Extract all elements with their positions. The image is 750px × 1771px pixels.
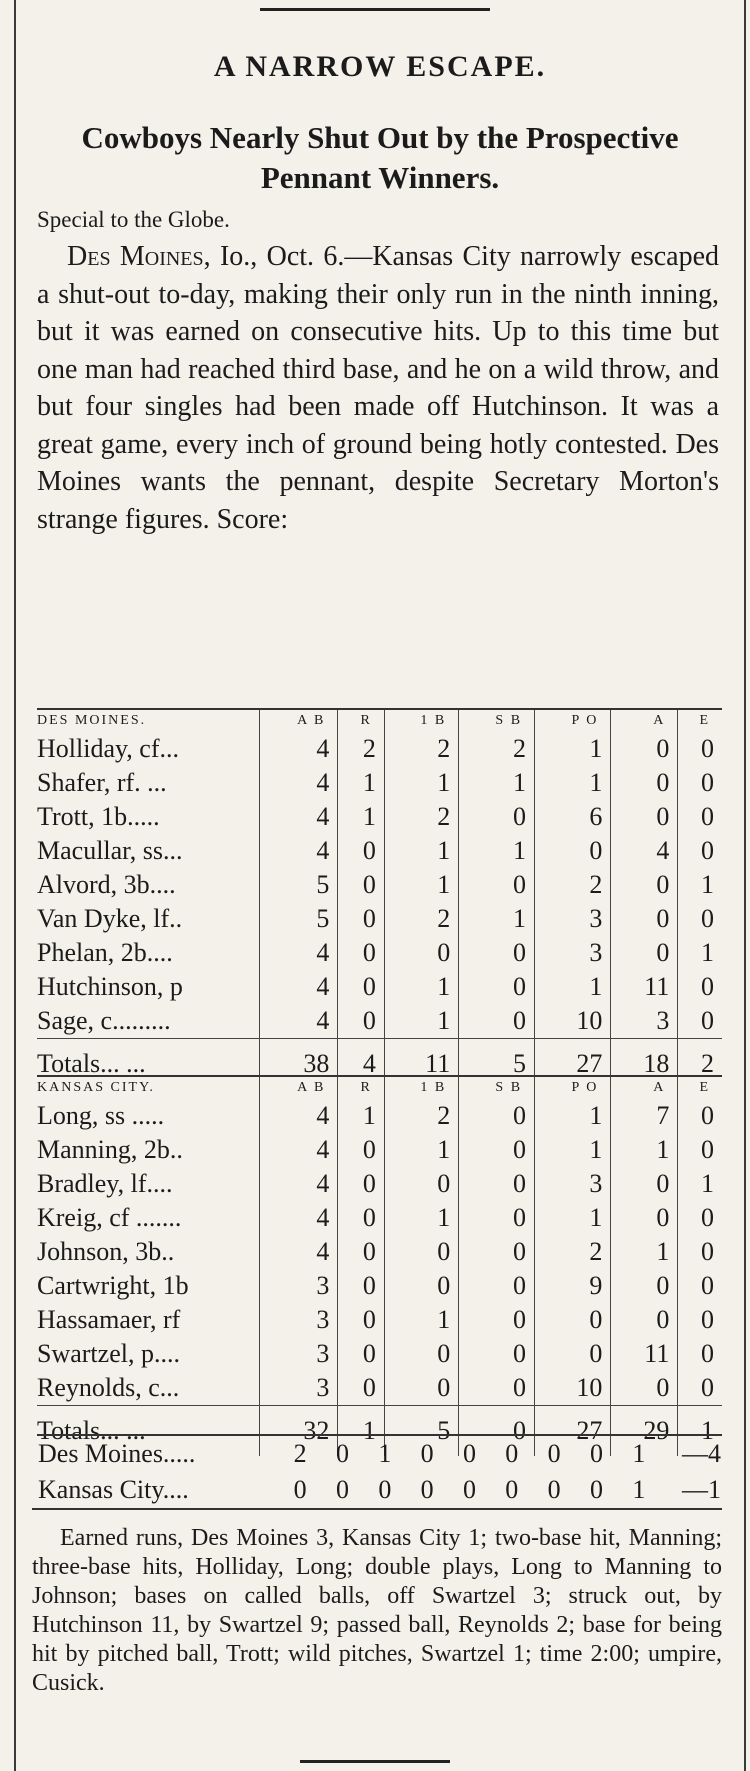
inning-runs: 0 bbox=[420, 1439, 434, 1468]
player-name: Cartwright, 1b bbox=[37, 1271, 189, 1300]
stat-a: 1 bbox=[611, 1235, 678, 1269]
stat-e: 0 bbox=[678, 902, 722, 936]
stat-b1: 0 bbox=[384, 1269, 458, 1303]
stat-ab: 4 bbox=[259, 1201, 338, 1235]
stat-e: 0 bbox=[678, 1235, 722, 1269]
stat-b1: 1 bbox=[384, 868, 458, 902]
inning-runs: 0 bbox=[335, 1475, 349, 1504]
stat-r: 0 bbox=[338, 1235, 385, 1269]
stat-po: 1 bbox=[535, 1133, 611, 1167]
stat-sb: 0 bbox=[459, 1004, 535, 1039]
inning-runs: 0 bbox=[420, 1475, 434, 1504]
stat-a: 0 bbox=[611, 800, 678, 834]
column-header: R bbox=[338, 1076, 385, 1099]
player-row bbox=[37, 1167, 722, 1201]
stat-po: 1 bbox=[535, 1099, 611, 1133]
column-header: A B bbox=[259, 1076, 338, 1099]
stat-sb: 0 bbox=[459, 800, 535, 834]
player-name: Holliday, cf... bbox=[37, 734, 179, 763]
inning-runs: 0 bbox=[505, 1475, 519, 1504]
stat-ab: 5 bbox=[259, 902, 338, 936]
linescore-row bbox=[37, 1435, 722, 1472]
stat-r: 0 bbox=[338, 1133, 385, 1167]
stat-a: 3 bbox=[611, 1004, 678, 1039]
column-header: 1 B bbox=[384, 709, 458, 732]
player-row bbox=[37, 1099, 722, 1133]
inning-runs: 0 bbox=[547, 1439, 561, 1468]
player-name: Hassamaer, rf bbox=[37, 1305, 181, 1334]
stat-po: 0 bbox=[535, 1303, 611, 1337]
stat-b1: 2 bbox=[384, 902, 458, 936]
player-row bbox=[37, 1269, 722, 1303]
inning-runs: 0 bbox=[589, 1475, 603, 1504]
stat-a: 11 bbox=[611, 1337, 678, 1371]
inning-runs: 0 bbox=[505, 1439, 519, 1468]
stat-e: 1 bbox=[678, 936, 722, 970]
player-row bbox=[37, 1235, 722, 1269]
stat-ab: 4 bbox=[259, 800, 338, 834]
stat-po: 1 bbox=[535, 1201, 611, 1235]
final-score: —1 bbox=[682, 1475, 721, 1504]
player-name: Shafer, rf. ... bbox=[37, 768, 167, 797]
column-header: R bbox=[338, 709, 385, 732]
stat-a: 0 bbox=[611, 936, 678, 970]
stat-b1: 1 bbox=[384, 970, 458, 1004]
stat-b1: 1 bbox=[384, 1133, 458, 1167]
stat-sb: 0 bbox=[459, 970, 535, 1004]
stat-a: 0 bbox=[611, 732, 678, 766]
player-name: Reynolds, c... bbox=[37, 1373, 180, 1402]
player-name: Kreig, cf ....... bbox=[37, 1203, 182, 1232]
lede-body: Io., Oct. 6.—Kansas City narrowly escaped a shut-out to-day, making their only run in the ninth inning, but it was earned on consecutive hits. Up to this time but one man had reached third base, and he on a wild throw, and but four singles had been made off Hutchinson. It was a great game, every inch of ground being hotly contested. Des Moines wants the pennant, despite Secretary Morton's strange figures. Score: bbox=[37, 241, 720, 535]
subheadline: Cowboys Nearly Shut Out by the Prospective Pennant Winners. bbox=[81, 120, 679, 195]
stat-b1: 0 bbox=[384, 1337, 458, 1371]
box-score-kansas-city bbox=[37, 1075, 722, 1456]
stat-a: 11 bbox=[611, 970, 678, 1004]
stat-ab: 4 bbox=[259, 766, 338, 800]
stat-ab: 4 bbox=[259, 732, 338, 766]
stat-r: 0 bbox=[338, 1337, 385, 1371]
stat-b1: 2 bbox=[384, 732, 458, 766]
totals-label: Totals... ... bbox=[37, 1039, 259, 1090]
stat-e: 0 bbox=[678, 1337, 722, 1371]
stat-r: 0 bbox=[338, 1167, 385, 1201]
stat-po: 9 bbox=[535, 1269, 611, 1303]
total-r: 4 bbox=[338, 1039, 385, 1090]
stat-r: 2 bbox=[338, 732, 385, 766]
stat-b1: 1 bbox=[384, 766, 458, 800]
stat-po: 1 bbox=[535, 732, 611, 766]
stat-ab: 4 bbox=[259, 1004, 338, 1039]
stat-ab: 3 bbox=[259, 1371, 338, 1406]
stat-ab: 4 bbox=[259, 1099, 338, 1133]
stat-ab: 4 bbox=[259, 834, 338, 868]
stat-b1: 1 bbox=[384, 1201, 458, 1235]
stat-b1: 0 bbox=[384, 1167, 458, 1201]
inning-runs: 1 bbox=[632, 1439, 646, 1468]
stat-po: 1 bbox=[535, 766, 611, 800]
stat-sb: 0 bbox=[459, 1269, 535, 1303]
stat-sb: 0 bbox=[459, 1167, 535, 1201]
stat-e: 0 bbox=[678, 766, 722, 800]
stat-a: 0 bbox=[611, 766, 678, 800]
inning-runs: 0 bbox=[462, 1475, 476, 1504]
inning-runs: 0 bbox=[293, 1475, 307, 1504]
inning-runs: 1 bbox=[632, 1475, 646, 1504]
game-summary: Earned runs, Des Moines 3, Kansas City 1; two-base hit, Manning; three-base hits, Holliday, Long; double plays, Long to Manning to Johnson; bases on called balls, off Swartzel 3; struck out, by Hutchinson 11, by Swartzel 9; passed ball, Reynolds 2; base for being hit by pitched ball, Trott; wild pitches, Swartzel 1; time 2:00; umpire, Cusick. bbox=[32, 1508, 722, 1698]
stat-po: 3 bbox=[535, 1167, 611, 1201]
player-name: Swartzel, p.... bbox=[37, 1339, 180, 1368]
stat-sb: 0 bbox=[459, 868, 535, 902]
column-header: 1 B bbox=[384, 1076, 458, 1099]
column-header: A B bbox=[259, 709, 338, 732]
total-sb: 0 bbox=[459, 1406, 535, 1457]
stat-r: 0 bbox=[338, 936, 385, 970]
stat-sb: 0 bbox=[459, 1133, 535, 1167]
player-name: Sage, c......... bbox=[37, 1006, 171, 1035]
stat-a: 1 bbox=[611, 1133, 678, 1167]
column-header: P O bbox=[535, 709, 611, 732]
player-row bbox=[37, 1201, 722, 1235]
total-r: 1 bbox=[338, 1406, 385, 1457]
player-name: Macullar, ss... bbox=[37, 836, 183, 865]
stat-r: 0 bbox=[338, 868, 385, 902]
total-sb: 5 bbox=[459, 1039, 535, 1090]
player-row bbox=[37, 902, 722, 936]
player-name: Johnson, 3b.. bbox=[37, 1237, 175, 1266]
stat-po: 3 bbox=[535, 902, 611, 936]
stat-r: 1 bbox=[338, 766, 385, 800]
column-rule-left bbox=[14, 0, 16, 1771]
player-row bbox=[37, 868, 722, 902]
team-label: DES MOINES. bbox=[37, 713, 147, 728]
stat-r: 0 bbox=[338, 1303, 385, 1337]
inning-runs: 2 bbox=[293, 1439, 307, 1468]
stat-e: 0 bbox=[678, 970, 722, 1004]
stat-po: 0 bbox=[535, 834, 611, 868]
stat-sb: 1 bbox=[459, 834, 535, 868]
stat-ab: 5 bbox=[259, 868, 338, 902]
column-rule-right bbox=[744, 0, 746, 1771]
stat-e: 0 bbox=[678, 1269, 722, 1303]
column-header: E bbox=[678, 1076, 722, 1099]
stat-po: 3 bbox=[535, 936, 611, 970]
inning-runs: 1 bbox=[378, 1439, 392, 1468]
player-name: Bradley, lf.... bbox=[37, 1169, 173, 1198]
stat-e: 1 bbox=[678, 868, 722, 902]
stat-b1: 2 bbox=[384, 800, 458, 834]
final-score: —4 bbox=[682, 1439, 721, 1468]
total-ab: 32 bbox=[259, 1406, 338, 1457]
inning-runs: 0 bbox=[589, 1439, 603, 1468]
player-row bbox=[37, 1337, 722, 1371]
stat-a: 0 bbox=[611, 1167, 678, 1201]
stat-e: 0 bbox=[678, 1201, 722, 1235]
player-name: Manning, 2b.. bbox=[37, 1135, 183, 1164]
column-header: P O bbox=[535, 1076, 611, 1099]
box-header-row bbox=[37, 1076, 722, 1099]
player-name: Van Dyke, lf.. bbox=[37, 904, 183, 933]
stat-sb: 0 bbox=[459, 1337, 535, 1371]
total-ab: 38 bbox=[259, 1039, 338, 1090]
stat-e: 0 bbox=[678, 732, 722, 766]
headline: A NARROW ESCAPE. bbox=[213, 50, 547, 83]
stat-po: 0 bbox=[535, 1337, 611, 1371]
player-row bbox=[37, 800, 722, 834]
stat-e: 0 bbox=[678, 834, 722, 868]
stat-b1: 2 bbox=[384, 1099, 458, 1133]
box-score-des-moines bbox=[37, 708, 722, 1089]
stat-a: 0 bbox=[611, 1303, 678, 1337]
column-header: A bbox=[611, 1076, 678, 1099]
stat-a: 0 bbox=[611, 902, 678, 936]
stat-b1: 1 bbox=[384, 1303, 458, 1337]
stat-e: 1 bbox=[678, 1167, 722, 1201]
stat-a: 7 bbox=[611, 1099, 678, 1133]
stat-b1: 0 bbox=[384, 936, 458, 970]
column-header: S B bbox=[459, 1076, 535, 1099]
stat-sb: 0 bbox=[459, 1303, 535, 1337]
player-row bbox=[37, 766, 722, 800]
stat-a: 4 bbox=[611, 834, 678, 868]
player-row bbox=[37, 1004, 722, 1039]
stat-sb: 0 bbox=[459, 1235, 535, 1269]
stat-po: 2 bbox=[535, 868, 611, 902]
player-name: Hutchinson, p bbox=[37, 972, 183, 1001]
stat-po: 10 bbox=[535, 1371, 611, 1406]
stat-r: 1 bbox=[338, 1099, 385, 1133]
linescore-row bbox=[37, 1472, 722, 1508]
top-rule bbox=[260, 8, 490, 11]
stat-sb: 0 bbox=[459, 1099, 535, 1133]
inning-runs: 0 bbox=[547, 1475, 561, 1504]
stat-e: 0 bbox=[678, 1133, 722, 1167]
stat-r: 0 bbox=[338, 1004, 385, 1039]
stat-b1: 0 bbox=[384, 1235, 458, 1269]
stat-r: 0 bbox=[338, 1371, 385, 1406]
total-e: 1 bbox=[678, 1406, 722, 1457]
stat-sb: 2 bbox=[459, 732, 535, 766]
stat-a: 0 bbox=[611, 1371, 678, 1406]
player-row bbox=[37, 1133, 722, 1167]
stat-r: 1 bbox=[338, 800, 385, 834]
box-header-row bbox=[37, 709, 722, 732]
stat-ab: 3 bbox=[259, 1337, 338, 1371]
inning-runs: 0 bbox=[462, 1439, 476, 1468]
stat-e: 0 bbox=[678, 1371, 722, 1406]
stat-sb: 0 bbox=[459, 1201, 535, 1235]
total-b1: 11 bbox=[384, 1039, 458, 1090]
stat-sb: 0 bbox=[459, 936, 535, 970]
inning-runs: 0 bbox=[335, 1439, 349, 1468]
player-name: Long, ss ..... bbox=[37, 1101, 165, 1130]
stat-po: 2 bbox=[535, 1235, 611, 1269]
stat-e: 0 bbox=[678, 1099, 722, 1133]
dateline: Des Moines, bbox=[67, 241, 211, 272]
stat-r: 0 bbox=[338, 1269, 385, 1303]
stat-b1: 0 bbox=[384, 1371, 458, 1406]
team-label: KANSAS CITY. bbox=[37, 1080, 155, 1095]
stat-ab: 4 bbox=[259, 1235, 338, 1269]
column-header: S B bbox=[459, 709, 535, 732]
stat-a: 0 bbox=[611, 1269, 678, 1303]
total-a: 18 bbox=[611, 1039, 678, 1090]
stat-a: 0 bbox=[611, 1201, 678, 1235]
stat-r: 0 bbox=[338, 902, 385, 936]
column-header: A bbox=[611, 709, 678, 732]
player-row bbox=[37, 1371, 722, 1406]
column-header: E bbox=[678, 709, 722, 732]
player-row bbox=[37, 1303, 722, 1337]
stat-e: 0 bbox=[678, 1303, 722, 1337]
stat-po: 10 bbox=[535, 1004, 611, 1039]
stat-b1: 1 bbox=[384, 1004, 458, 1039]
linescore-team: Kansas City.... bbox=[38, 1475, 189, 1504]
player-row bbox=[37, 834, 722, 868]
stat-ab: 3 bbox=[259, 1269, 338, 1303]
total-a: 29 bbox=[611, 1406, 678, 1457]
stat-ab: 3 bbox=[259, 1303, 338, 1337]
stat-b1: 1 bbox=[384, 834, 458, 868]
stat-po: 6 bbox=[535, 800, 611, 834]
lede-paragraph bbox=[37, 238, 719, 538]
stat-e: 0 bbox=[678, 1004, 722, 1039]
stat-sb: 1 bbox=[459, 902, 535, 936]
player-row bbox=[37, 936, 722, 970]
player-row bbox=[37, 970, 722, 1004]
linescore-team: Des Moines..... bbox=[38, 1439, 196, 1468]
total-po: 27 bbox=[535, 1406, 611, 1457]
inning-runs: 0 bbox=[378, 1475, 392, 1504]
stat-sb: 1 bbox=[459, 766, 535, 800]
stat-sb: 0 bbox=[459, 1371, 535, 1406]
total-po: 27 bbox=[535, 1039, 611, 1090]
player-row bbox=[37, 732, 722, 766]
stat-ab: 4 bbox=[259, 970, 338, 1004]
stat-a: 0 bbox=[611, 868, 678, 902]
player-name: Trott, 1b..... bbox=[37, 802, 160, 831]
total-e: 2 bbox=[678, 1039, 722, 1090]
total-b1: 5 bbox=[384, 1406, 458, 1457]
credit-line: Special to the Globe. bbox=[37, 207, 230, 232]
stat-ab: 4 bbox=[259, 1167, 338, 1201]
stat-ab: 4 bbox=[259, 1133, 338, 1167]
stat-e: 0 bbox=[678, 800, 722, 834]
stat-po: 1 bbox=[535, 970, 611, 1004]
stat-r: 0 bbox=[338, 1201, 385, 1235]
bottom-rule bbox=[300, 1760, 450, 1763]
player-name: Phelan, 2b.... bbox=[37, 938, 173, 967]
stat-r: 0 bbox=[338, 834, 385, 868]
stat-r: 0 bbox=[338, 970, 385, 1004]
line-score bbox=[37, 1434, 722, 1508]
totals-label: Totals... ... bbox=[37, 1406, 259, 1457]
player-name: Alvord, 3b.... bbox=[37, 870, 176, 899]
stat-ab: 4 bbox=[259, 936, 338, 970]
